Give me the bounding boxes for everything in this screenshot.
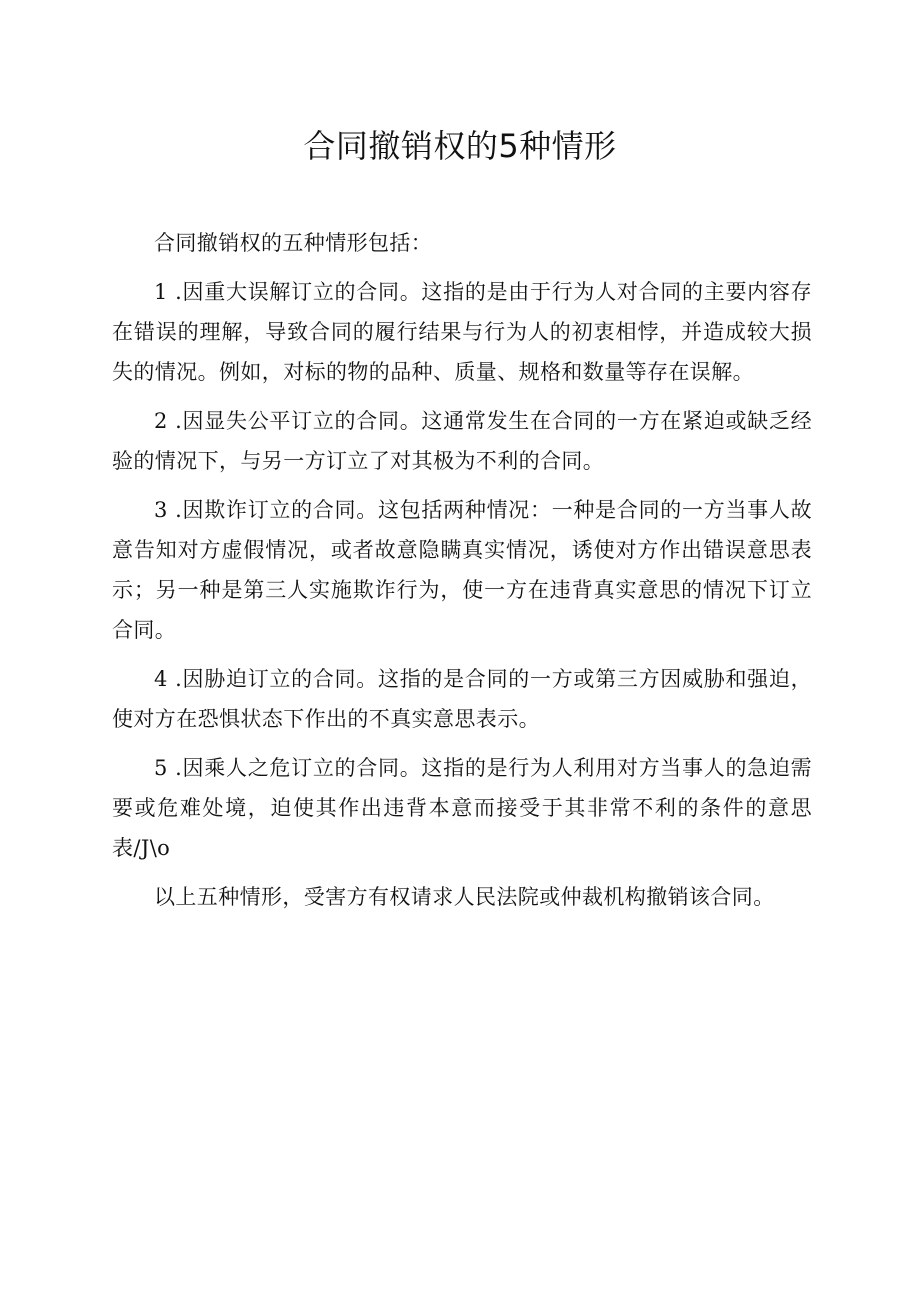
document-body — [112, 223, 812, 917]
document-title: 合同撤销权的5种情形 — [303, 127, 617, 165]
item-paragraph-1: 1 .因重大误解订立的合同。这指的是由于行为人对合同的主要内容存在错误的理解，导致合同的履行结果与行为人的初衷相悖，并造成较大损失的情况。例如，对标的物的品种、质量、规格和数量等存在误解。 — [112, 280, 812, 384]
conclusion-paragraph: 以上五种情形，受害方有权请求人民法院或仲裁机构撤销该合同。 — [154, 885, 775, 909]
item-paragraph-3: 3 .因欺诈订立的合同。这包括两种情况：一种是合同的一方当事人故意告知对方虚假情况，或者故意隐瞒真实情况，诱使对方作出错误意思表示；另一种是第三人实施欺诈行为，使一方在违背真实意思的情况下订立合同。 — [112, 498, 812, 642]
intro-paragraph: 合同撤销权的五种情形包括： — [154, 231, 433, 255]
item-paragraph-4: 4 .因胁迫订立的合同。这指的是合同的一方或第三方因威胁和强迫，使对方在恐惧状态下作出的不真实意思表示。 — [112, 667, 812, 731]
item-paragraph-2: 2 .因显失公平订立的合同。这通常发生在合同的一方在紧迫或缺乏经验的情况下，与另一方订立了对其极为不利的合同。 — [112, 409, 812, 473]
item-paragraph-5: 5 .因乘人之危订立的合同。这指的是行为人利用对方当事人的急迫需要或危难处境，迫使其作出违背本意而接受于其非常不利的条件的意思表/J\o — [112, 756, 812, 860]
